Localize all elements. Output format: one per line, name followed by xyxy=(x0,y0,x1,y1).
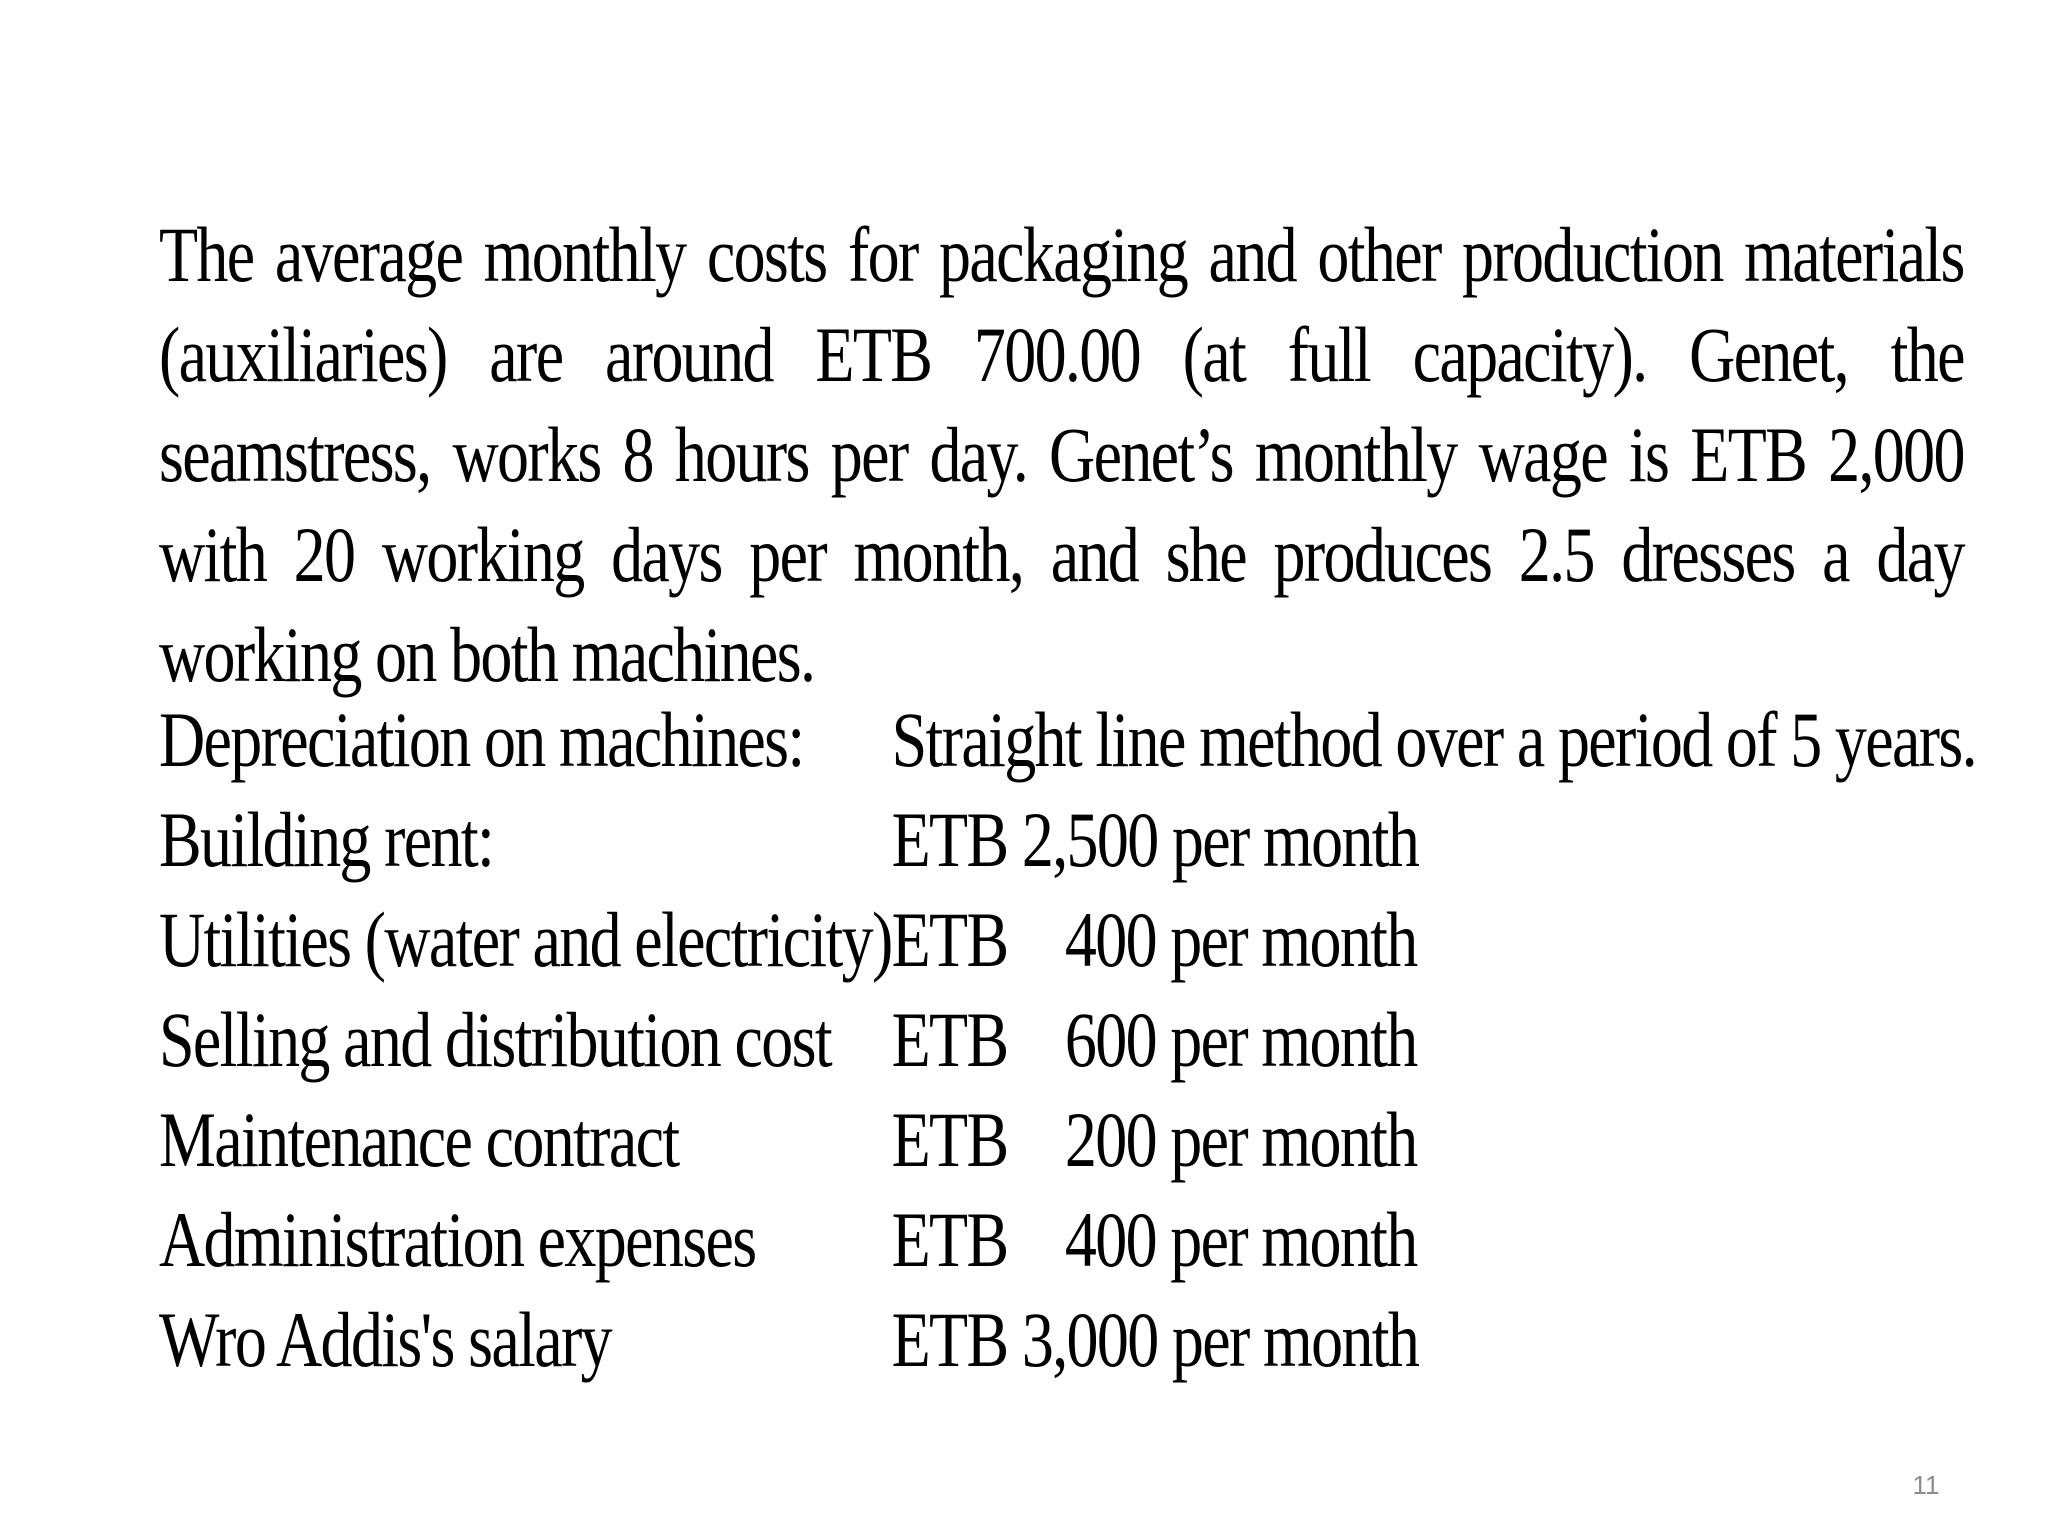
cost-label: Wro Addis's salary xyxy=(159,1296,611,1383)
cost-row-depreciation xyxy=(159,690,1976,790)
cost-label: Selling and distribution cost xyxy=(159,996,831,1083)
cost-value: ETB 400 per month xyxy=(891,1196,1417,1283)
cost-value: ETB 400 per month xyxy=(891,896,1417,983)
cost-label: Maintenance contract xyxy=(159,1096,679,1183)
page-number: 11 xyxy=(1912,1470,1940,1500)
body-paragraph: The average monthly costs for packaging and other production materials (auxiliaries) are around ETB 700.00 (at full capacity). Genet, the seamstress, works 8 hours per day. Genet’s monthly wage is ETB 2,000 with 20 working days per month, and she produces 2.5 dresses a day working on both machines. xyxy=(159,211,1964,698)
cost-row-salary xyxy=(159,1290,1976,1390)
cost-value: ETB 3,000 per month xyxy=(891,1296,1419,1383)
cost-label: Depreciation on machines: xyxy=(159,696,804,783)
cost-row-maintenance xyxy=(159,1090,1976,1190)
cost-value: Straight line method over a period of 5 years. xyxy=(891,696,1977,783)
cost-table xyxy=(159,690,1976,1390)
cost-row-building-rent xyxy=(159,790,1976,890)
cost-label: Administration expenses xyxy=(159,1196,756,1283)
cost-value: ETB 600 per month xyxy=(891,996,1417,1083)
cost-label: Utilities (water and electricity) xyxy=(159,896,892,983)
cost-value: ETB 200 per month xyxy=(891,1096,1417,1183)
cost-value: ETB 2,500 per month xyxy=(891,796,1419,883)
cost-label: Building rent: xyxy=(159,796,494,883)
cost-row-selling-distribution xyxy=(159,990,1976,1090)
cost-row-administration xyxy=(159,1190,1976,1290)
cost-row-utilities xyxy=(159,890,1976,990)
